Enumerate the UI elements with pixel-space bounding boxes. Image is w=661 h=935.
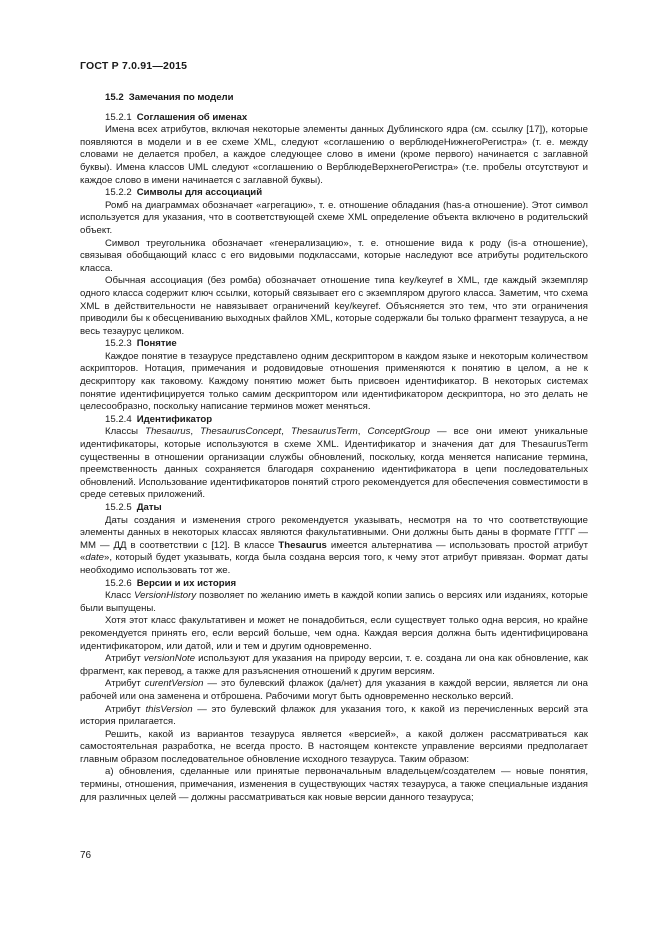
class-name: ThesaurusConcept [200, 426, 282, 438]
subsection-number: 15.2.4 [105, 413, 132, 425]
subsection-title: Версии и их история [136, 577, 237, 589]
subsection-title: Понятие [136, 338, 177, 350]
paragraph: Каждое понятие в тезаурусе представлено одним дескриптором в каждом языке и некоторым количеством аскрипторов. Нотация, примечания и родовидовые отношения применяются к понятию в целом, а не к дескриптору как таковому. Каждому понятию может быть присвоен идентификатор. В некоторых системах понятие идентифицируется только самим дескриптором или идентификатором дескриптора, но это делать не целесообразно, поскольку написание терминов может меняться. [80, 350, 588, 413]
paragraph: Ромб на диаграммах обозначает «агрегацию», т. е. отношение обладания (has-a отношение). Этот символ используется для указания, что в соответствующей схеме XML определение объекта включено в родительский объект. [80, 199, 588, 236]
text-run: , [190, 426, 201, 438]
paragraph [80, 678, 588, 703]
subsection-number: 15.2.2 [105, 187, 132, 199]
subsection-title: Символы для ассоциаций [136, 187, 263, 199]
subsection-number: 15.2.6 [105, 577, 132, 589]
subsection-heading-dates [80, 502, 588, 515]
text-run: Класс [105, 590, 135, 602]
paragraph [80, 704, 588, 729]
text-run: Атрибут [105, 653, 144, 665]
section-heading [80, 92, 588, 105]
subsection-title: Соглашения об именах [136, 111, 248, 123]
text-run: Классы [105, 426, 146, 438]
text-run: », который будет указывать, когда была создана версия того, к чему этот атрибут привязан. Формат даты необходимо использовать тот же. [80, 552, 588, 576]
text-run: имеется альтернатива — использовать простой атрибут « [80, 539, 588, 564]
subsection-title: Идентификатор [136, 413, 213, 425]
document-body [80, 92, 588, 804]
text-run: позволяет по желанию иметь в каждой копии запись о версиях или изданиях, которые были выпущены. [80, 590, 589, 614]
class-name: Thesaurus [278, 539, 327, 551]
subsection-title: Даты [136, 502, 162, 513]
class-name: ThesaurusTerm [290, 426, 358, 438]
list-item: а) обновления, сделанные или принятые первоначальным владельцем/создателем — новые понятия, термины, отношения, примечания, изменения в существующих частях тезауруса, а также специальные издания для различных целей — должны рассматриваться как новые версии данного тезауруса; [80, 766, 588, 803]
attribute-name: curentVersion [144, 678, 204, 690]
subsection-number: 15.2.3 [105, 338, 132, 350]
class-name: ConceptGroup [367, 426, 430, 438]
text-run: Даты создания и изменения строго рекомендуется указывать, несмотря на то что соответствующие элементы данных в некоторых классах являются факультативными. Они должны быть даны в формате ГГГГ — ММ — ДД в соответствии с [12]. В классе [80, 514, 588, 551]
text-run: — это булевский флажок для указания того, к какой из перечисленных версий эта история прилагается. [80, 703, 589, 728]
paragraph: Символ треугольника обозначает «генерализацию», т. е. отношение вида к роду (is-a отношение), связывая обобщающий класс с его видовыми подклассами, которые наследуют все атрибуты родительского класса. [80, 237, 588, 274]
attribute-name: versionNote [143, 653, 196, 665]
text-run: используют для указания на природу версии, т. е. создана ли она как обновление, как фрагмент, как перевод, а также для разъяснения отношений к другим версиям. [80, 653, 589, 677]
paragraph: Имена всех атрибутов, включая некоторые элементы данных Дублинского ядра (см. ссылку [17]), которые появляются в модели и в ее схеме XML, следуют «соглашению о верблюдеНижнегоРегистра» (т. е. между словами не делается пробел, а каждое следующее слово в имени (кроме первого) начинается с заглавной буквы). Имена классов UML следуют «соглашению о ВерблюдеВерхнегоРегистра» (т.е. пробелы отсутствуют и каждое слово в имени начинается с заглавной буквы). [80, 124, 588, 186]
text-run: , [281, 426, 291, 438]
section-number: 15.2 [105, 92, 124, 103]
text-run: Атрибут [105, 703, 146, 715]
paragraph: Хотя этот класс факультативен и может не понадобиться, если существует только одна версия, но крайне рекомендуется принять его, если версий больше, чем одна. Каждая версия должна быть идентифицирована идентификатором, или датой, или и тем и другим одновременно. [80, 615, 588, 652]
paragraph: Обычная ассоциация (без ромба) обозначает отношение типа key/keyref в XML, где каждый экземпляр одного класса содержит ключ ссылки, который связывает его с экземпляром другого класса. Заметим, что схема XML в действительности не навязывает ограничений key/keyref. Объясняется это тем, что эти ограничения приводили бы к обесцениванию выходных файлов XML, которые содержали бы только фрагмент тезауруса, а не весь тезаурус целиком. [80, 275, 588, 337]
paragraph [80, 653, 588, 678]
subsection-heading-identifier [80, 414, 588, 427]
subsection-heading-versions [80, 578, 588, 591]
subsection-number: 15.2.5 [105, 502, 132, 513]
subsection-heading-association-symbols [80, 187, 588, 200]
text-run: Атрибут [105, 678, 145, 690]
text-run: — все они имеют уникальные идентификаторы, которые используются в схеме XML. Идентификатор и значения дат для ThesaurusTerm существенны в отношении организации службы обновлений, поскольку, когда меняется написание термина, преемственность данных сохраняется благодаря сохранению идентификатора в цепи последовательных обновлений. Использование идентификаторов понятий строго рекомендуется для обеспечения совместимости в среде сетевых приложений. [80, 426, 588, 501]
paragraph: Решить, какой из вариантов тезауруса является «версией», а какой должен рассматриваться как самостоятельная разработка, не всегда просто. В настоящем контексте управление версиями предполагает главным образом последовательное обновление исходного тезауруса. Таким образом: [80, 728, 588, 765]
page-number: 76 [80, 850, 92, 861]
subsection-number: 15.2.1 [105, 111, 132, 123]
subsection-heading-naming [80, 112, 588, 125]
class-name: VersionHistory [134, 590, 197, 602]
section-title: Замечания по модели [128, 92, 234, 103]
attribute-name: thisVersion [145, 703, 193, 715]
text-run: , [357, 426, 368, 438]
paragraph [80, 515, 588, 578]
subsection-heading-concept [80, 338, 588, 351]
paragraph [80, 590, 588, 615]
attribute-name: date [85, 552, 105, 564]
class-name: Thesaurus [145, 426, 191, 438]
document-header: ГОСТ Р 7.0.91—2015 [80, 60, 188, 72]
text-run: — это булевский флажок (да/нет) для указания в каждой версии, является ли она рабочей или она заменена и отброшена. Рабочими могут быть одновременно несколько версий. [80, 678, 588, 702]
paragraph [80, 426, 588, 502]
